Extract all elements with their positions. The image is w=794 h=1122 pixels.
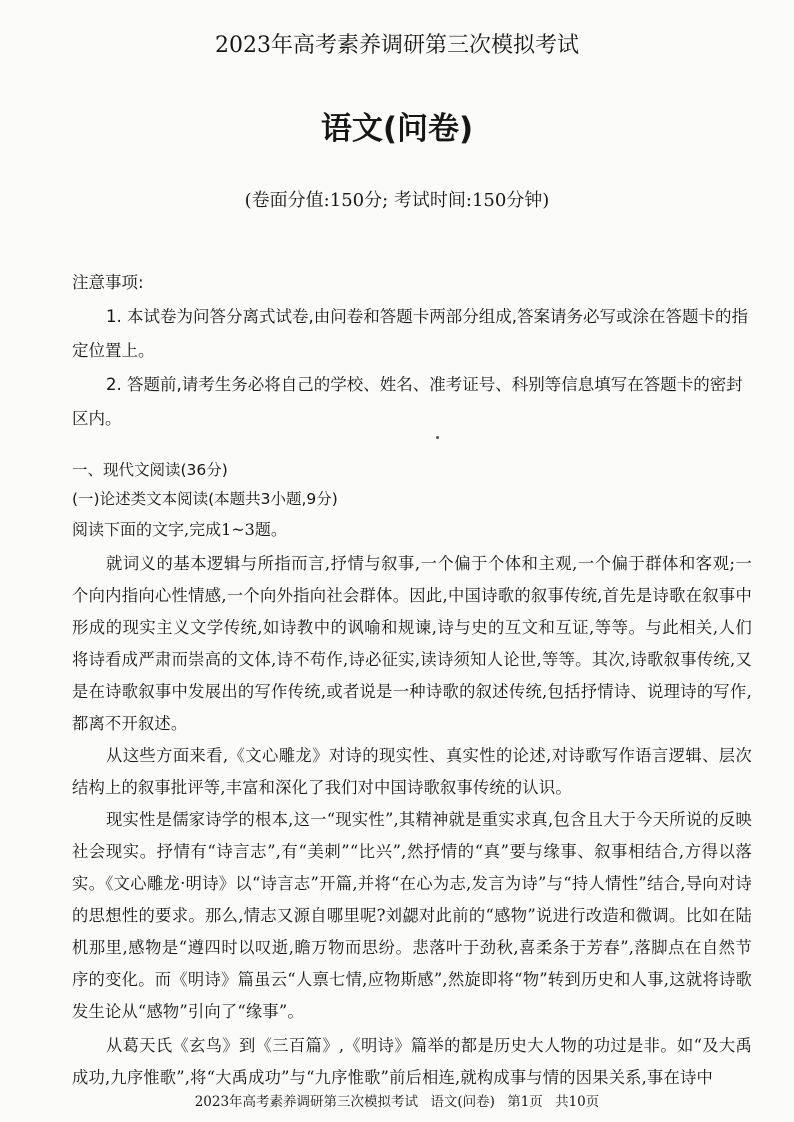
page-footer	[0, 1090, 794, 1110]
footer-total-pages: 共10页	[555, 1094, 600, 1110]
passage-paragraph: 就词义的基本逻辑与所指而言,抒情与叙事,一个偏于个体和主观,一个偏于群体和客观;一个向内指向心性情感,一个向外指向社会群体。因此,中国诗歌的叙事传统,首先是诗歌在叙事中形成的现实主义文学传统,如诗教中的讽喻和规谏,诗与史的互文和互证,等等。与此相关,人们将诗看成严肃而崇高的文体,诗不苟作,诗必征实,读诗须知人论世,等等。其次,诗歌叙事传统,又是在诗歌叙事中发展出的写作传统,或者说是一种诗歌的叙述传统,包括抒情诗、说理诗的写作,都离不开叙述。	[72, 554, 752, 733]
notice-item-1: 1. 本试卷为问答分离式试卷,由问卷和答题卡两部分组成,答案请务必写或涂在答题卡的指定位置上。	[72, 307, 748, 360]
passage-paragraph: 从这些方面来看,《文心雕龙》对诗的现实性、真实性的论述,对诗歌写作语言逻辑、层次结构上的叙事批评等,丰富和深化了我们对中国诗歌叙事传统的认识。	[72, 746, 752, 797]
reading-instruction: 阅读下面的文字,完成1~3题。	[72, 520, 287, 539]
footer-page-number: 第1页	[507, 1094, 543, 1110]
subsection-heading: (一)论述类文本阅读(本题共3小题,9分)	[72, 490, 338, 508]
notice-item-2: 2. 答题前,请考生务必将自己的学校、姓名、准考证号、科别等信息填写在答题卡的密封区内。	[72, 375, 743, 428]
score-time-line: (卷面分值:150分; 考试时间:150分钟)	[244, 190, 550, 211]
scan-speck	[436, 436, 439, 439]
section-heading: 一、现代文阅读(36分)	[72, 461, 228, 479]
subject-title: 语文(问卷)	[320, 111, 474, 147]
passage-paragraph: 从葛天氏《玄鸟》到《三百篇》,《明诗》篇举的都是历史大人物的功过是非。如“及大禹成功,九序惟歌”,将“大禹成功”与“九序惟歌”前后相连,就构成事与情的因果关系,事在诗中	[72, 1036, 752, 1087]
notice-title: 注意事项:	[72, 273, 144, 292]
footer-exam-title: 2023年高考素养调研第三次模拟考试	[194, 1094, 419, 1110]
passage-paragraph: 现实性是儒家诗学的根本,这一“现实性”,其精神就是重实求真,包含且大于今天所说的反映社会现实。抒情有“诗言志”,有“美刺”“比兴”,然抒情的“真”要与缘事、叙事相结合,方得以落实。《文心雕龙·明诗》以“诗言志”开篇,并将“在心为志,发言为诗”与“持人情性”结合,导向对诗的思想性的要求。那么,情志又源自哪里呢?刘勰对此前的“感物”说进行改造和微调。比如在陆机那里,感物是“遵四时以叹逝,瞻万物而思纷。悲落叶于劲秋,喜柔条于芳春”,落脚点在自然节序的变化。而《明诗》篇虽云“人禀七情,应物斯感”,然旋即将“物”转到历史和人事,这就将诗歌发生论从“感物”引向了“缘事”。	[72, 810, 752, 1021]
footer-subject: 语文(问卷)	[430, 1094, 495, 1110]
exam-title: 2023年高考素养调研第三次模拟考试	[215, 33, 579, 58]
